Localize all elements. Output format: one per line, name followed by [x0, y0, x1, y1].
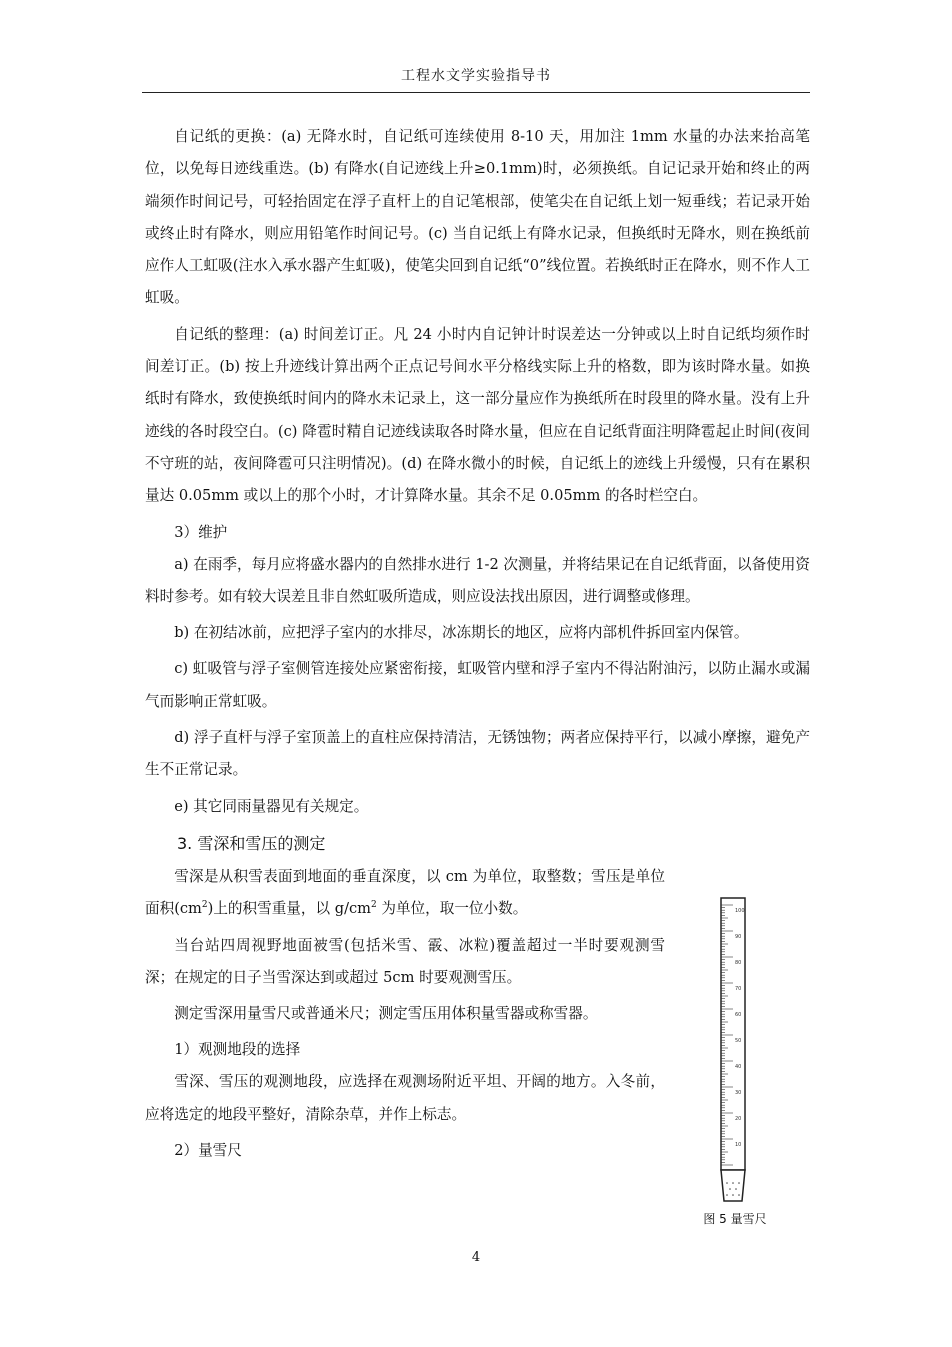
paragraph-chart-paper-processing: 自记纸的整理：(a) 时间差订正。凡 24 小时内自记钟计时误差达一分钟或以上时自记纸均须作时间差订正。(b) 按上升迹线计算出两个正点记号间水平分格线实际上升的格数，即为该时降水量。如换纸时有降水，致使换纸时间内的降水未记录上，这一部分量应作为换纸所在时段里的降水量。没有上升迹线的各时段空白。(c) 降雹时精自记迹线读取各时降水量，但应在自记纸背面注明降雹起止时间(夜间不守班的站，夜间降雹可只注明情况)。(d) 在降水微小的时候，自记纸上的迹线上升缓慢，只有在累积量达 0.05mm 或以上的那个小时，才计算降水量。其余不足 0.05mm 的各时栏空白。 [145, 325, 810, 505]
paragraph-snow-observation: 当台站四周视野地面被雪(包括米雪、霰、冰粒)覆盖超过一半时要观测雪深；在规定的日子当雪深达到或超过 5cm 时要观测雪压。 [145, 936, 665, 986]
snow-def-part3: 为单位，取一位小数。 [376, 900, 528, 918]
paragraph-chart-paper-replacement: 自记纸的更换：(a) 无降水时，自记纸可连续使用 8-10 天，用加注 1mm 水量的办法来抬高笔位，以免每日迹线重迭。(b) 有降水(自记迹线上升≥0.1mm)时，必须换纸。自记记录开始和终止的两端须作时间记号，可轻抬固定在浮子直杆上的自记笔根部，使笔尖在自记纸上划一短垂线；若记录开始或终止时有降水，则应用铅笔作时间记号。(c) 当自记纸上有降水记录，但换纸时无降水，则在换纸前应作人工虹吸(注水入承水器产生虹吸)，使笔尖回到自记纸“0”线位置。若换纸时正在降水，则不作人工虹吸。 [145, 128, 810, 307]
ruler-tick-label: 60 [735, 1012, 742, 1018]
item-b: b) 在初结冰前，应把浮子室内的水排尽，冰冻期长的地区，应将内部机件拆回室内保管。 [174, 624, 749, 642]
superscript-2: 2 [371, 900, 377, 911]
snow-def-part2: )上的积雪重量，以 g/cm [207, 900, 371, 918]
ruler-tick-label: 30 [735, 1090, 742, 1096]
ruler-tick-label: 40 [735, 1064, 742, 1070]
paragraph-snow-definition [145, 861, 665, 926]
ruler-tick-label: 70 [735, 986, 742, 992]
ruler-tick-label: 10 [735, 1142, 742, 1148]
ruler-tick-label: 90 [735, 934, 742, 940]
paragraph-snow-tools: 测定雪深用量雪尺或普通米尺；测定雪压用体积量雪器或称雪器。 [174, 1005, 598, 1023]
page-header: 工程水文学实验指导书 [401, 68, 551, 84]
section-heading-snow: 3. 雪深和雪压的测定 [177, 833, 326, 853]
ruler-tick-label: 50 [735, 1038, 742, 1044]
snow-ruler-icon [712, 895, 754, 1205]
heading-maintenance: 3）维护 [174, 523, 228, 541]
heading-site-selection: 1）观测地段的选择 [174, 1041, 301, 1059]
snow-def-part1: 雪深是从积雪表面到地面的垂直深度，以 cm 为单位，取整数；雪压是单位面积(cm [145, 867, 665, 918]
paragraph-site-selection: 雪深、雪压的观测地段，应选择在观测场附近平坦、开阔的地方。入冬前，应将选定的地段平整好，清除杂草，并作上标志。 [145, 1073, 665, 1123]
ruler-tick-label: 80 [735, 960, 742, 966]
item-d: d) 浮子直杆与浮子室顶盖上的直柱应保持清洁，无锈蚀物；两者应保持平行，以减小摩擦，避免产生不正常记录。 [145, 729, 810, 779]
figure-caption: 图 5 量雪尺 [703, 1212, 767, 1226]
header-divider [142, 92, 810, 93]
item-a: a) 在雨季，每月应将盛水器内的自然排水进行 1-2 次测量，并将结果记在自记纸背面，以备使用资料时参考。如有较大误差且非自然虹吸所造成，则应设法找出原因，进行调整或修理。 [145, 555, 810, 605]
ruler-tick-label: 100 [735, 908, 745, 914]
page-number: 4 [471, 1250, 481, 1265]
heading-snow-ruler: 2）量雪尺 [174, 1142, 242, 1160]
main-body [145, 121, 810, 1167]
superscript-1: 2 [201, 900, 208, 911]
item-e: e) 其它同雨量器见有关规定。 [174, 797, 369, 815]
ruler-tick-label: 20 [735, 1116, 742, 1122]
item-c: c) 虹吸管与浮子室侧管连接处应紧密衔接，虹吸管内壁和浮子室内不得沾附油污，以防止漏水或漏气而影响正常虹吸。 [145, 660, 810, 710]
